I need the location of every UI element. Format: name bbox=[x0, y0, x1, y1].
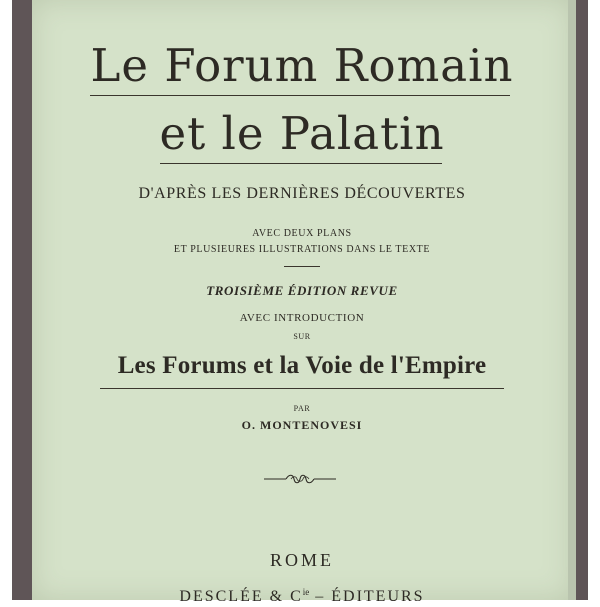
title-rule-bottom bbox=[160, 163, 442, 164]
publication-city: ROME bbox=[269, 550, 334, 570]
introduction-label: AVEC INTRODUCTION bbox=[239, 312, 365, 324]
title-rule-top bbox=[90, 95, 510, 96]
ornament-flourish-icon bbox=[262, 472, 338, 486]
detail-line-2: ET PLUSIEURES ILLUSTRATIONS DANS LE TEXTE bbox=[173, 244, 431, 255]
par-label: PAR bbox=[293, 404, 311, 413]
publisher-role: – ÉDITEURS bbox=[309, 588, 425, 605]
subtitle: D'APRÈS LES DERNIÈRES DÉCOUVERTES bbox=[138, 185, 466, 202]
publisher-superscript: ie bbox=[302, 587, 310, 597]
author-name: O. MONTENOVESI bbox=[241, 418, 363, 432]
title-line-1: Le Forum Romain bbox=[90, 39, 514, 92]
publisher-line bbox=[32, 582, 572, 607]
publisher-name: DESCLÉE & C bbox=[179, 588, 303, 605]
second-title-rule bbox=[100, 388, 504, 389]
second-title: Les Forums et la Voie de l'Empire bbox=[117, 352, 487, 379]
edition-label: TROISIÈME ÉDITION REVUE bbox=[206, 283, 398, 298]
short-divider bbox=[284, 266, 320, 267]
sur-label: SUR bbox=[293, 332, 311, 341]
detail-line-1: AVEC DEUX PLANS bbox=[252, 228, 352, 239]
title-line-2: et le Palatin bbox=[159, 107, 445, 160]
